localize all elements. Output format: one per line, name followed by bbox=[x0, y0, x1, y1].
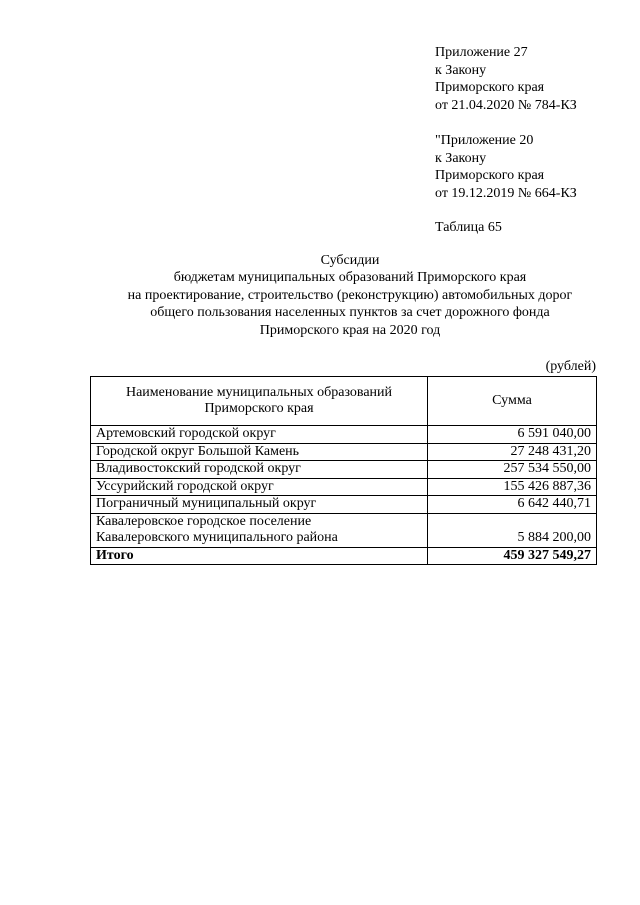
table-row bbox=[91, 496, 597, 514]
total-label: Итого bbox=[91, 547, 428, 565]
title-line: общего пользования населенных пунктов за счет дорожного фонда bbox=[150, 305, 550, 321]
row-name bbox=[91, 478, 428, 496]
row-sum: 27 248 431,20 bbox=[428, 443, 597, 461]
row-name bbox=[91, 426, 428, 444]
header-name bbox=[91, 377, 428, 426]
document-title bbox=[60, 252, 640, 339]
total-sum: 459 327 549,27 bbox=[428, 547, 597, 565]
appendix-line: Приморского края bbox=[435, 80, 545, 95]
row-sum: 6 642 440,71 bbox=[428, 496, 597, 514]
header-sum: Сумма bbox=[428, 377, 597, 426]
subsidy-table bbox=[90, 376, 597, 565]
row-name-line: Уссурийский городской округ bbox=[96, 478, 274, 494]
appendix-line: от 21.04.2020 № 784-КЗ bbox=[435, 97, 577, 113]
row-sum: 6 591 040,00 bbox=[428, 426, 597, 444]
appendix-line: от 19.12.2019 № 664-КЗ bbox=[435, 185, 577, 201]
title-line: Субсидии bbox=[320, 253, 380, 268]
header-name-line: Приморского края bbox=[204, 401, 314, 416]
row-name bbox=[91, 461, 428, 479]
row-sum: 257 534 550,00 bbox=[428, 461, 597, 479]
table-number: Таблица 65 bbox=[435, 220, 502, 235]
appendix-line: к Закону bbox=[435, 62, 487, 78]
row-name-line: Кавалеровского муниципального района bbox=[96, 530, 338, 545]
table-row bbox=[91, 461, 597, 479]
units-label: (рублей) bbox=[545, 359, 596, 374]
appendix-line: Приморского края bbox=[435, 168, 545, 183]
table-row bbox=[91, 513, 597, 547]
appendix-line: Приложение 27 bbox=[435, 45, 528, 60]
table-header-row bbox=[91, 377, 597, 426]
title-line: Приморского края на 2020 год bbox=[259, 322, 441, 338]
row-name-line: Кавалеровское городское поселение bbox=[96, 513, 312, 529]
table-row bbox=[91, 478, 597, 496]
row-sum: 155 426 887,36 bbox=[428, 478, 597, 496]
total-row bbox=[91, 547, 597, 565]
row-name bbox=[91, 513, 428, 547]
appendix-previous-block bbox=[435, 132, 577, 202]
row-name-line: Городской округ Большой Камень bbox=[96, 443, 300, 459]
header-name-line: Наименование муниципальных образований bbox=[125, 384, 393, 400]
table-row bbox=[91, 443, 597, 461]
appendix-line: к Закону bbox=[435, 150, 487, 166]
appendix-line: "Приложение 20 bbox=[435, 133, 534, 148]
row-name-line: Владивостокский городской округ bbox=[96, 461, 301, 476]
row-name-line: Пограничный муниципальный округ bbox=[96, 496, 317, 511]
row-sum: 5 884 200,00 bbox=[428, 513, 597, 547]
row-name-line: Артемовский городской округ bbox=[96, 426, 276, 441]
appendix-current-block bbox=[435, 44, 577, 114]
title-line: бюджетам муниципальных образований Приморского края bbox=[173, 270, 527, 286]
title-line: на проектирование, строительство (реконструкцию) автомобильных дорог bbox=[127, 287, 573, 303]
table-row bbox=[91, 426, 597, 444]
row-name bbox=[91, 443, 428, 461]
row-name bbox=[91, 496, 428, 514]
